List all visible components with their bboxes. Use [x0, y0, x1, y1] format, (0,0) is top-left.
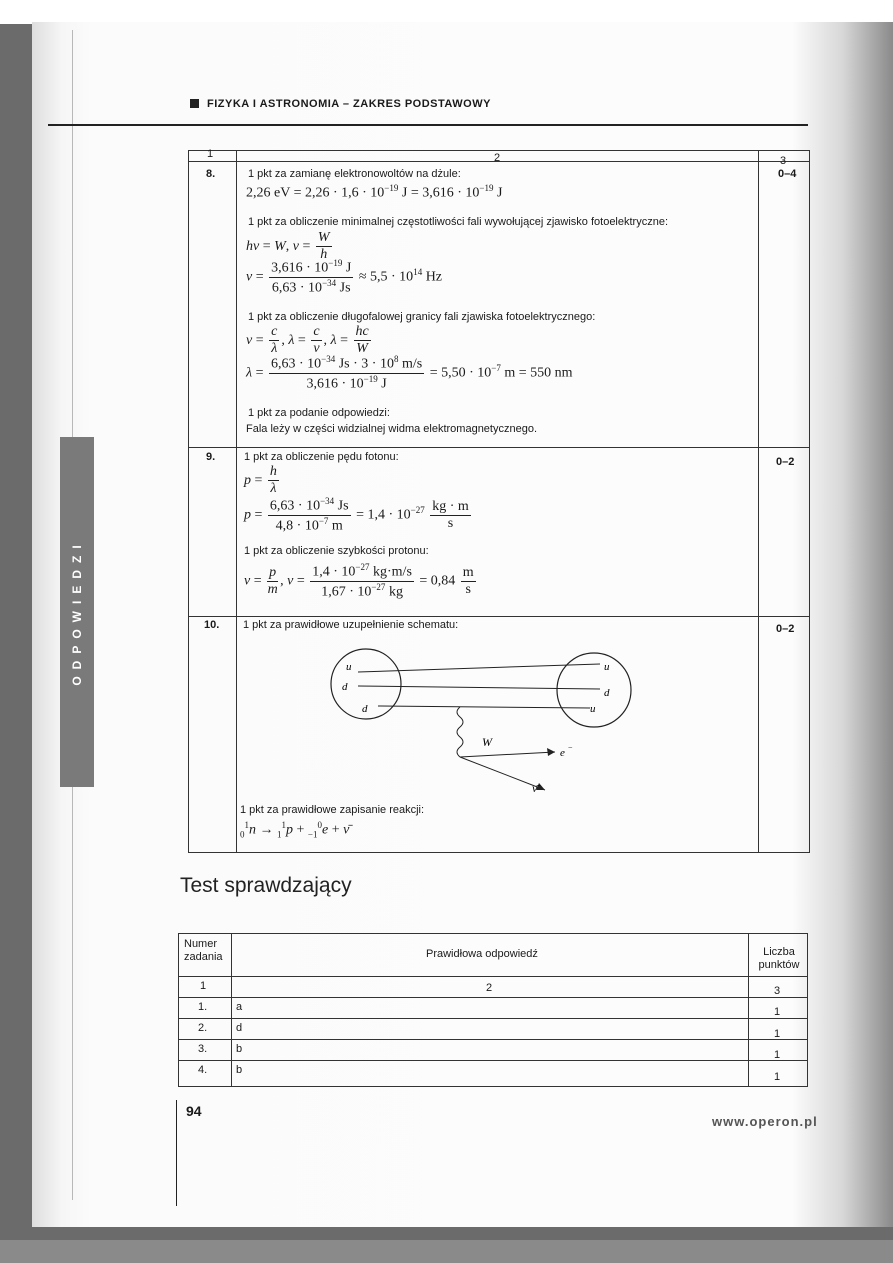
row8-eq-freq-numeric: ν = $\frac{3,616 \cdot 10^{-19} J}{6,63 \cdot 10^{-34} Js}$ ≈ $5,5 \cdot 10^{14}$ Hz — [246, 258, 443, 296]
table-border-top — [188, 150, 810, 151]
w-boson-line — [457, 707, 463, 757]
test-header-points: Liczba punktów — [758, 946, 800, 971]
row-rule-9 — [188, 616, 810, 617]
row10-item-2: 1 pkt za prawidłowe zapisanie reakcji: — [240, 804, 425, 816]
test-row-2-answer: d — [236, 1022, 243, 1034]
side-tab-label: ODPOWIEDZI — [70, 538, 84, 686]
section-title: Test sprawdzający — [180, 874, 352, 897]
test-row-2-number: 2. — [198, 1022, 208, 1034]
diagram-label-u-right-2: u — [590, 703, 596, 715]
test-row-3-number: 3. — [198, 1043, 208, 1055]
row10-eq-reaction: $_0^1$n → $_1^1$p + $_{-1}^0$e + ν̄ — [240, 820, 350, 840]
col-header-2: 2 — [494, 152, 501, 164]
col-rule-2 — [758, 150, 759, 853]
diagram-label-d-right: d — [604, 687, 610, 699]
test-row-3-answer: b — [236, 1043, 243, 1055]
diagram-label-antineutrino: ν̄ — [532, 781, 538, 795]
footer-rule — [176, 1100, 177, 1206]
test-row-rule-3 — [178, 1060, 808, 1061]
test-border-top — [178, 933, 808, 934]
row8-item-4: 1 pkt za podanie odpowiedzi: — [248, 407, 390, 419]
footer-url: www.operon.pl — [712, 1114, 818, 1129]
test-index-rule — [178, 997, 808, 998]
table-border-bottom — [188, 852, 810, 853]
row9-eq-momentum-numeric: p = $\frac{6,63 \cdot 10^{-34} Js}{4,8 \cdot 10^{-7} m}$ = $1,4 \cdot 10^{-27}$ $\frac{kg \cdot m}{s}$ — [244, 496, 469, 534]
document-page — [32, 22, 893, 1227]
test-row-1-points: 1 — [774, 1006, 781, 1018]
row9-item-2: 1 pkt za obliczenie szybkości protonu: — [244, 545, 429, 557]
test-row-2-points: 1 — [774, 1028, 781, 1040]
test-header-rule — [178, 976, 808, 977]
side-tab — [60, 437, 94, 787]
row-rule-8 — [188, 447, 810, 448]
row-points-9: 0–2 — [776, 456, 795, 468]
scan-top-margin — [0, 0, 893, 24]
header-square-icon — [190, 99, 199, 108]
diagram-label-u-right-1: u — [604, 661, 610, 673]
test-index-3: 3 — [774, 985, 781, 997]
row9-item-1: 1 pkt za obliczenie pędu fotonu: — [244, 451, 399, 463]
test-row-1-number: 1. — [198, 1001, 208, 1013]
quark-line-d — [358, 686, 600, 689]
row8-eq-wavelength-symbolic: ν = $\frac{c}{\lambda}$ , λ = $\frac{c}{\nu}$ , λ = $\frac{hc}{W}$ — [246, 324, 369, 357]
row-points-10: 0–2 — [776, 623, 795, 635]
header-rule — [48, 124, 808, 126]
diagram-label-electron-sign: − — [568, 743, 573, 752]
diagram-label-w: W — [482, 735, 492, 749]
test-col-rule-2 — [748, 933, 749, 1087]
diagram-label-electron: e — [560, 747, 565, 759]
test-index-2: 2 — [486, 982, 493, 994]
row-number-10: 10. — [204, 619, 220, 631]
quark-line-d-to-u — [378, 706, 590, 708]
test-border-bottom — [178, 1086, 808, 1087]
row8-item-2: 1 pkt za obliczenie minimalnej częstotliwości fali wywołującej zjawisko fotoelektryczne: — [248, 216, 669, 228]
test-col-rule-1 — [231, 933, 232, 1087]
test-border-left — [178, 933, 179, 1087]
diagram-label-u-left: u — [346, 661, 352, 673]
scan-bottom-margin — [0, 1240, 893, 1263]
row8-item-5: Fala leży w części widzialnej widma elektromagnetycznego. — [246, 423, 538, 435]
test-row-4-number: 4. — [198, 1064, 208, 1076]
test-header-number: Numer zadania — [184, 938, 223, 963]
table-border-left — [188, 150, 189, 853]
page-number: 94 — [186, 1103, 202, 1119]
test-header-answer: Prawidłowa odpowiedź — [426, 948, 538, 960]
row8-eq-ev-text: 2,26 eV = 2,26 · 1,6 · 10 — [246, 185, 385, 201]
test-row-rule-2 — [178, 1039, 808, 1040]
row-points-8: 0–4 — [778, 168, 797, 180]
electron-line — [460, 752, 555, 757]
test-row-4-points: 1 — [774, 1071, 781, 1083]
row8-item-1: 1 pkt za zamianę elektronowoltów na dżule: — [248, 168, 461, 180]
test-row-1-answer: a — [236, 1001, 243, 1013]
diagram-label-d-left-2: d — [362, 703, 368, 715]
test-row-3-points: 1 — [774, 1049, 781, 1061]
row8-item-3: 1 pkt za obliczenie długofalowej granicy fali zjawiska fotoelektrycznego: — [248, 311, 596, 323]
header-title: FIZYKA I ASTRONOMIA – ZAKRES PODSTAWOWY — [207, 98, 491, 110]
col-header-1: 1 — [207, 148, 214, 160]
test-row-rule-1 — [178, 1018, 808, 1019]
test-index-1: 1 — [200, 980, 207, 992]
row8-eq-freq-symbolic: hν = W, ν = $\frac{W}{h}$ — [246, 230, 330, 263]
electron-arrow — [547, 748, 555, 756]
col-rule-1 — [236, 150, 237, 853]
test-row-4-answer: b — [236, 1064, 243, 1076]
row10-item-1: 1 pkt za prawidłowe uzupełnienie schematu: — [243, 619, 459, 631]
test-border-right — [807, 933, 808, 1087]
row9-eq-momentum-symbolic: p = $\frac{h}{\lambda}$ — [244, 464, 277, 497]
row-number-9: 9. — [206, 451, 216, 463]
row9-eq-speed: ν = $\frac{p}{m}$ , ν = $\frac{1,4 \cdot 10^{-27} kg\cdot m/s}{1,67 \cdot 10^{-27} kg}$ = 0,84 $\frac{m}{s}$ — [244, 562, 474, 600]
diagram-label-d-left-1: d — [342, 681, 348, 693]
table-border-right — [809, 150, 810, 853]
decay-diagram — [300, 640, 650, 800]
row-number-8: 8. — [206, 168, 216, 180]
page-header — [190, 98, 491, 110]
col-header-3: 3 — [780, 155, 787, 167]
row8-eq-wavelength-numeric: λ = $\frac{6,63 \cdot 10^{-34} Js \cdot 3 \cdot 10^8 m/s}{3,616 \cdot 10^{-19} J}$ = $5,50 \cdot 10^{-7}$ m = 550 nm — [246, 354, 573, 392]
row8-eq-ev-to-joule: 2,26 eV = $2,26 \cdot 1,6 \cdot 10^{-19}$ $J = 3,616 \cdot 10^{-19}$ J — [246, 183, 503, 201]
